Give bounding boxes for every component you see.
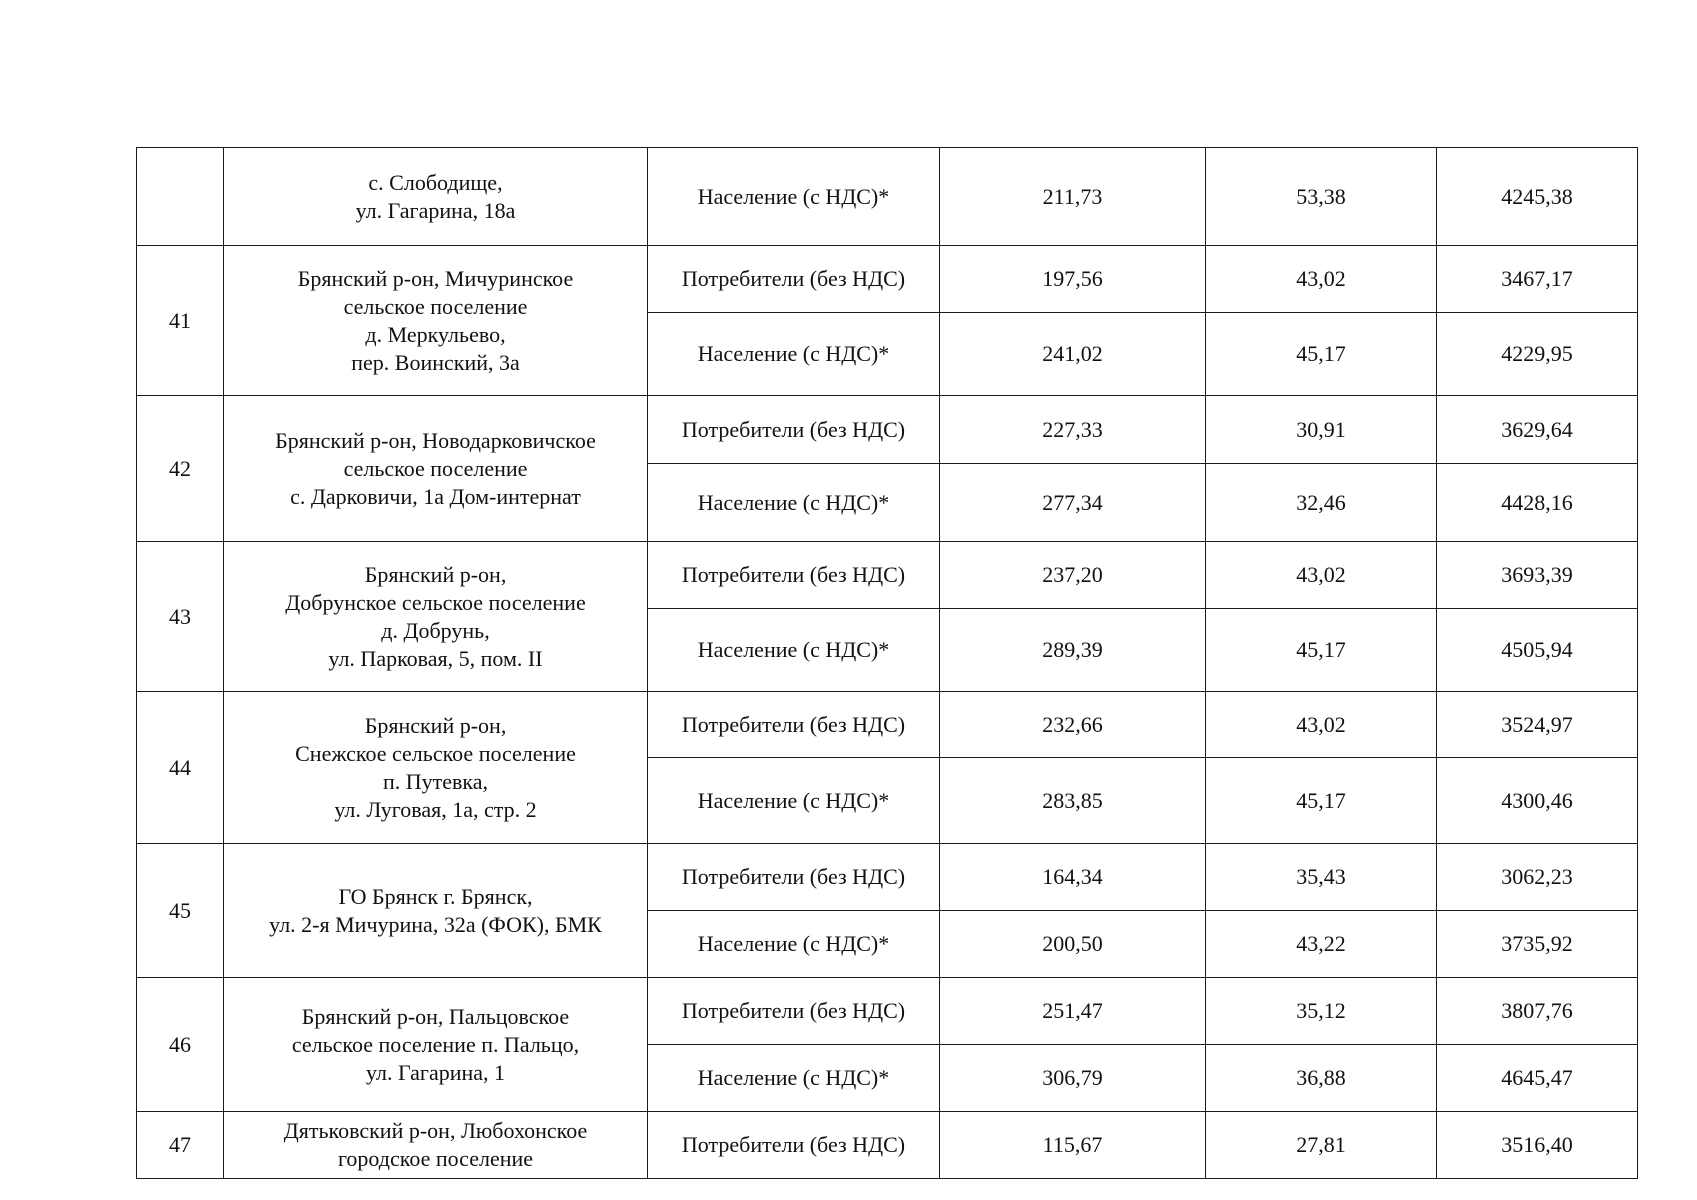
value-cell-3: 3735,92 [1437,911,1638,978]
consumer-category: Население (с НДС)* [648,148,940,246]
row-number: 44 [137,692,224,844]
value-cell-2: 32,46 [1206,464,1437,542]
address-line: ул. Гагарина, 1 [365,1059,506,1085]
value-cell-2: 36,88 [1206,1045,1437,1112]
value-cell-2: 45,17 [1206,609,1437,692]
value-cell-1: 277,34 [940,464,1206,542]
value-cell-3: 3516,40 [1437,1112,1638,1179]
address-line: д. Меркульево, [365,321,506,347]
table-row [137,148,1638,246]
value-cell-1: 164,34 [940,844,1206,911]
table-row [137,396,1638,464]
address-cell [224,978,648,1112]
value-cell-3: 4645,47 [1437,1045,1638,1112]
address-cell [224,148,648,246]
address-line: пер. Воинский, 3а [351,349,520,375]
address-line: ГО Брянск г. Брянск, [338,883,533,909]
row-number: 47 [137,1112,224,1179]
address-line: Брянский р-он, [364,561,507,587]
address-line: п. Путевка, [382,768,489,794]
value-cell-2: 27,81 [1206,1112,1437,1179]
value-cell-2: 53,38 [1206,148,1437,246]
value-cell-3: 4229,95 [1437,313,1638,396]
table-row [137,692,1638,758]
value-cell-3: 3062,23 [1437,844,1638,911]
value-cell-2: 35,12 [1206,978,1437,1045]
address-line: Снежское сельское поселение [295,740,576,766]
consumer-category: Население (с НДС)* [648,609,940,692]
address-line: сельское поселение п. Пальцо, [291,1031,580,1057]
value-cell-1: 306,79 [940,1045,1206,1112]
value-cell-1: 251,47 [940,978,1206,1045]
consumer-category: Население (с НДС)* [648,1045,940,1112]
table-row [137,542,1638,609]
consumer-category: Потребители (без НДС) [648,844,940,911]
value-cell-3: 4245,38 [1437,148,1638,246]
address-line: Брянский р-он, [364,712,507,738]
value-cell-3: 3629,64 [1437,396,1638,464]
consumer-category: Потребители (без НДС) [648,692,940,758]
value-cell-3: 3693,39 [1437,542,1638,609]
table-row [137,1112,1638,1179]
value-cell-1: 200,50 [940,911,1206,978]
address-line: Брянский р-он, Новодарковичское [275,427,596,453]
consumer-category: Население (с НДС)* [648,758,940,844]
value-cell-1: 197,56 [940,246,1206,313]
row-number: 43 [137,542,224,692]
value-cell-2: 43,22 [1206,911,1437,978]
value-cell-1: 227,33 [940,396,1206,464]
value-cell-1: 115,67 [940,1112,1206,1179]
address-cell [224,692,648,844]
address-line: Брянский р-он, Пальцовское [301,1003,570,1029]
value-cell-3: 4428,16 [1437,464,1638,542]
address-cell [224,542,648,692]
consumer-category: Потребители (без НДС) [648,542,940,609]
address-line: ул. Луговая, 1а, стр. 2 [334,796,537,822]
consumer-category: Население (с НДС)* [648,464,940,542]
row-number: 42 [137,396,224,542]
value-cell-3: 3524,97 [1437,692,1638,758]
consumer-category: Потребители (без НДС) [648,396,940,464]
consumer-category: Население (с НДС)* [648,911,940,978]
value-cell-1: 237,20 [940,542,1206,609]
row-number: 41 [137,246,224,396]
address-line: Добрунское сельское поселение [285,589,586,615]
table-row [137,246,1638,313]
row-number: 46 [137,978,224,1112]
value-cell-3: 4300,46 [1437,758,1638,844]
value-cell-1: 283,85 [940,758,1206,844]
value-cell-2: 30,91 [1206,396,1437,464]
value-cell-1: 289,39 [940,609,1206,692]
address-line: с. Слободище, [368,169,503,195]
value-cell-2: 43,02 [1206,542,1437,609]
value-cell-3: 3467,17 [1437,246,1638,313]
address-line: Брянский р-он, Мичуринское [297,265,574,291]
address-line: д. Добрунь, [381,617,490,643]
value-cell-3: 3807,76 [1437,978,1638,1045]
consumer-category: Население (с НДС)* [648,313,940,396]
row-number: 45 [137,844,224,978]
value-cell-2: 43,02 [1206,246,1437,313]
address-line: с. Дарковичи, 1а Дом-интернат [290,483,581,509]
value-cell-2: 45,17 [1206,758,1437,844]
address-line: ул. Парковая, 5, пом. II [328,645,543,671]
consumer-category: Потребители (без НДС) [648,246,940,313]
value-cell-1: 211,73 [940,148,1206,246]
address-line: ул. 2-я Мичурина, 32а (ФОК), БМК [269,911,602,937]
address-line: Дятьковский р-он, Любохонское [283,1118,588,1143]
value-cell-1: 232,66 [940,692,1206,758]
address-cell [224,396,648,542]
value-cell-1: 241,02 [940,313,1206,396]
value-cell-2: 43,02 [1206,692,1437,758]
tariff-table-body [137,148,1638,1179]
consumer-category: Потребители (без НДС) [648,978,940,1045]
address-cell [224,844,648,978]
address-line: сельское поселение [343,455,528,481]
address-line: городское поселение [337,1146,534,1171]
address-line: ул. Гагарина, 18а [355,197,516,223]
tariff-table [136,147,1638,1179]
consumer-category: Потребители (без НДС) [648,1112,940,1179]
address-cell [224,246,648,396]
value-cell-3: 4505,94 [1437,609,1638,692]
address-line: сельское поселение [343,293,528,319]
value-cell-2: 45,17 [1206,313,1437,396]
table-row [137,844,1638,911]
value-cell-2: 35,43 [1206,844,1437,911]
row-number [137,148,224,246]
address-cell [224,1112,648,1179]
table-row [137,978,1638,1045]
